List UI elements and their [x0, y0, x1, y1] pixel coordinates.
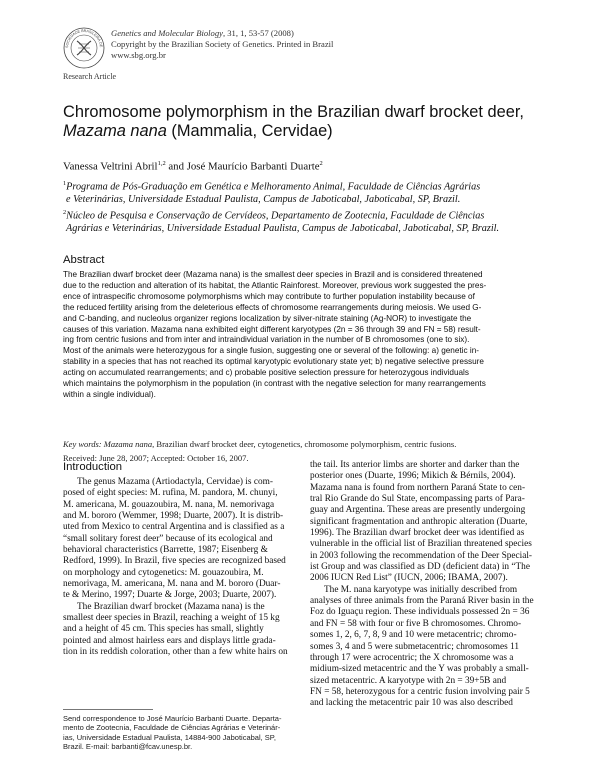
journal-header: [111, 28, 333, 61]
title-line-2: Mazama nana (Mammalia, Cervidae): [63, 121, 333, 140]
body-line: vulnerable in the official list of Brazilian threatened species: [310, 539, 532, 550]
body-column-right: [310, 460, 542, 710]
affiliation-2: $^2$Núcleo de Pesquisa e Conservação de Cervídeos, Departamento de Zootecnia, Faculdade de Ciências: [63, 208, 485, 221]
abstract-line: stability in a species that has not reached its optimal karyotypic evolutionary state yet; b) negative selective pressure: [63, 357, 484, 367]
introduction-heading: Introduction: [63, 461, 123, 473]
body-line: ist Group and was classified as DD (deficient data) in “The: [310, 562, 530, 573]
body-line: The Brazilian dwarf brocket (Mazama nana) is the: [77, 601, 265, 612]
body-line: midium-sized metacentric and the Y was probably a small-: [310, 664, 529, 675]
body-line: in 2003 following the recommendation of the Deer Special-: [310, 550, 533, 561]
body-line: posed of eight species: M. rufina, M. pandora, M. chunyi,: [63, 488, 278, 499]
abstract-line: causes of this variation. Mazama nana exhibited eight different karyotypes (2n = 36 through 39 and FN = 58) result-: [63, 324, 481, 334]
article-type: Research Article: [63, 72, 117, 81]
author-name: Vanessa Veltrini Abril: [63, 160, 158, 173]
abstract-line: ing from centric fusions and from inter and intraindividual variation in the number of B chromosomes (one to six).: [63, 335, 470, 345]
body-line: and a height of 45 cm. This species has small, slightly: [63, 624, 264, 635]
abstract-line: which maintains the polymorphism in the population (in contrast with the negative selection for many rearrangements: [63, 379, 486, 389]
body-line: somes 3, 4 and 5 were submetacentric; chromosomes 11: [310, 641, 520, 652]
body-line: pointed and almost hairless ears and displays little grada-: [63, 635, 276, 646]
body-line: 2006 IUCN Red List” (IUCN, 2006; IBAMA, 2007).: [310, 573, 508, 584]
body-line: M. americana, M. gouazoubira, M. nana, M. nemorivaga: [63, 499, 275, 510]
body-line: through 17 were acrocentric; the X chromosome was a: [310, 652, 514, 663]
body-line: and M. bororo (Wemmer, 1998; Duarte, 2007). It is distrib-: [63, 511, 284, 522]
body-line: uted from Mexico to central Argentina and is classified as a: [63, 522, 285, 533]
body-line: tral Rio Grande do Sul State, encompassing parts of Para-: [310, 494, 525, 505]
body-line: sized metacentric. A karyotype with 2n = 39+5B and: [310, 675, 507, 686]
body-line: guay and Argentina. These areas are presently undergoing: [310, 505, 526, 516]
body-line: Mazama nana is found from northern Paraná State to cen-: [310, 482, 526, 493]
journal-citation: Genetics and Molecular Biology, 31, 1, 53-57 (2008): [111, 28, 294, 38]
body-line: FN = 58, heterozygous for a centric fusion involving pair 5: [310, 686, 530, 697]
affiliation-1: $^1$Programa de Pós-Graduação em Genética e Melhoramento Animal, Faculdade de Ciências Agrárias: [63, 180, 481, 193]
footnote-divider: [63, 709, 153, 710]
author-name: José Maurício Barbanti Duarte: [186, 160, 320, 173]
paper-title: [63, 103, 543, 140]
body-line: “small solitary forest deer” because of its ecological and: [63, 533, 273, 544]
keywords: Key words: Mazama nana, Brazilian dwarf brocket deer, cytogenetics, chromosome polymorphism, centric fusions.: [63, 439, 457, 449]
body-line: smallest deer species in Brazil, reaching a weight of 15 kg: [63, 613, 280, 624]
body-line: Foz do Iguaçu region. These individuals possessed 2n = 36: [310, 607, 530, 618]
abstract-line: acting on accumulated rearrangements; and c) probable positive selection pressure for heterozygous individuals: [63, 368, 469, 378]
body-line: significant fragmentation and anthropic alteration (Duarte,: [310, 516, 528, 527]
abstract-body: [63, 270, 541, 401]
body-line: and FN = 58 with four or five B chromosomes. Chromo-: [310, 618, 522, 629]
body-line: posterior ones (Duarte, 1996; Mikich & Bérnils, 2004).: [310, 471, 516, 482]
body-line: tion in its reddish coloration, other than a few white hairs on: [63, 647, 288, 658]
abstract-heading: Abstract: [63, 254, 105, 266]
logo-text: SOCIEDADE BRASILEIRA DE: [64, 28, 104, 49]
body-column-left: [63, 477, 296, 659]
received-dates: Received: June 28, 2007; Accepted: October 16, 2007.: [63, 453, 249, 463]
body-line: on morphology and cytogenetics: M. gouazoubira, M.: [63, 567, 264, 578]
body-line: and lacking the metacentric pair 10 was also described: [310, 698, 513, 709]
body-line: the tail. Its anterior limbs are shorter and darker than the: [310, 460, 520, 470]
svg-text:SOCIEDADE BRASILEIRA DE GENÉTI: [63, 27, 103, 48]
title-line-1: Chromosome polymorphism in the Brazilian dwarf brocket deer,: [63, 103, 524, 121]
body-line: behavioral characteristics (Barrette, 1987; Eisenberg &: [63, 545, 268, 556]
abstract-line: within a single individual).: [63, 389, 156, 399]
society-logo: [63, 27, 105, 69]
abstract-line: due to the reduction and alteration of its habitat, the Atlantic Rainforest. Moreover, previous work suggested the pres-: [63, 280, 487, 290]
body-line: somes 1, 2, 6, 7, 8, 9 and 10 were metacentric; chromo-: [310, 630, 517, 641]
abstract-line: The Brazilian dwarf brocket deer (Mazama nana) is the smallest deer species in Brazil and is considered threatened: [63, 270, 483, 279]
body-line: 1996). The Brazilian dwarf brocket deer was identified as: [310, 528, 525, 539]
affiliations: $^1$Programa de Pós-Graduação em Genética e Melhoramento Animal, Faculdade de Ciências Agrárias e Veterinárias, Universidade Estadual Paulista, Campus de Jaboticabal, Jaboticabal, SP, Brazil. $^2$Núcleo de Pesquisa e Conservação de Cervídeos, Departamento de Zootecnia, Faculdade de Ciências Agrárias e Veterinárias, Universidade Estadual Paulista, Campus de Jaboticabal, Jaboticabal, SP, Brazil.: [63, 178, 543, 235]
copyright-line: Copyright by the Brazilian Society of Genetics. Printed in Brazil: [111, 39, 334, 49]
body-line: nemorivaga, M. americana, M. nana and M. bororo (Duar-: [63, 579, 281, 590]
author-list: Vanessa Veltrini Abril$^{1,2}$ and José Maurício Barbanti Duarte$^2$: [63, 160, 323, 173]
journal-name: Genetics and Molecular Biology: [111, 28, 223, 38]
body-line: The genus Mazama (Artiodactyla, Cervidae) is com-: [77, 477, 273, 487]
body-line: te & Merino, 1997; Duarte & Jorge, 2003; Duarte, 2007).: [63, 590, 277, 601]
journal-website: www.sbg.org.br: [111, 50, 166, 60]
body-line: analyses of three animals from the Paraná River basin in the: [310, 596, 534, 607]
abstract-line: Most of the animals were heterozygous for a single fusion, suggesting one or several of the following: a) genetic in-: [63, 346, 479, 356]
body-line: The M. nana karyotype was initially described from: [324, 584, 518, 595]
abstract-line: the reduced fertility arising from the deleterious effects of chromosome rearrangements during meiosis. We used G-: [63, 302, 482, 312]
abstract-line: and C-banding, and nucleolus organizer regions localization by silver-nitrate staining (Ag-NOR) to investigate the: [63, 313, 472, 323]
body-line: Redford, 1999). In Brazil, five species are recognized based: [63, 556, 286, 567]
correspondence-footnote: Send correspondence to José Maurício Barbanti Duarte. Departa- mento de Zootecnia, Faculdade de Ciências Agrárias e Veterinár- ias, Universidade Estadual Paulista, 14884-900 Jaboticabal, SP, Brazil. E-mail: barbanti@fcav.unesp.br.: [63, 714, 282, 751]
abstract-line: ence of intraspecific chromosome polymorphisms which may contribute to further population instability because of: [63, 291, 475, 301]
